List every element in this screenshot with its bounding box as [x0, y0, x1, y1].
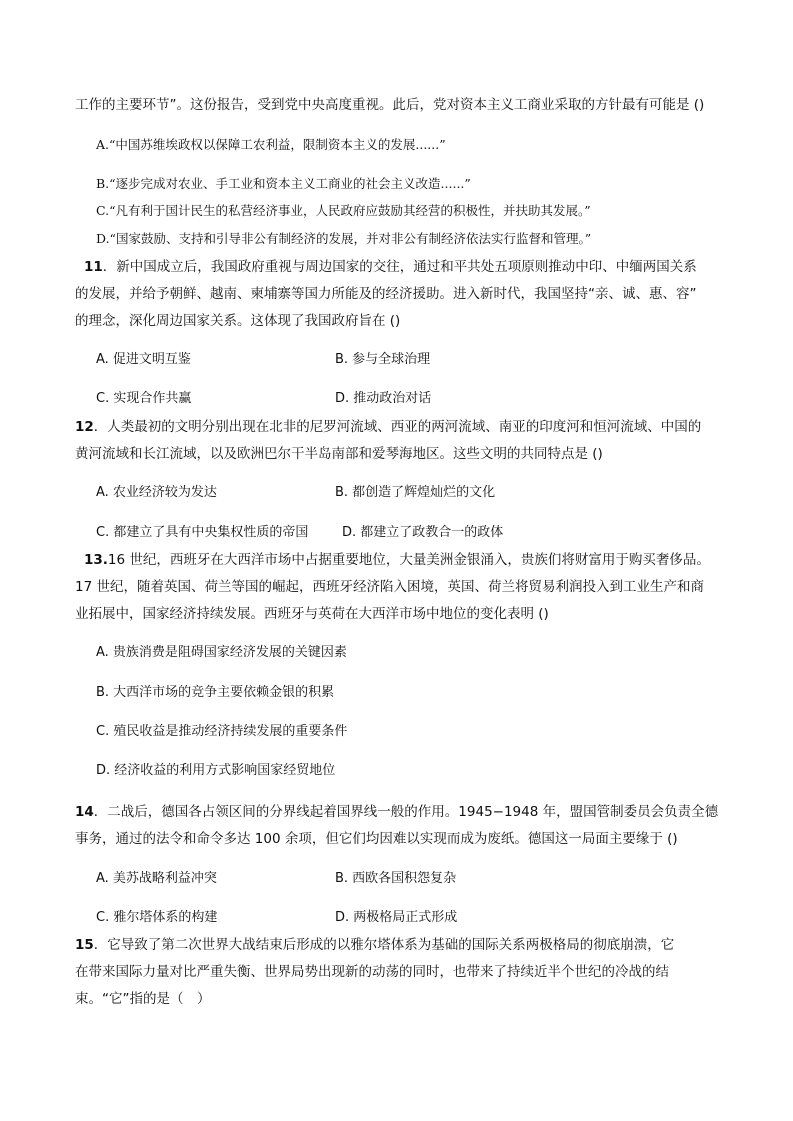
q10-option-d[interactable]: D.“国家鼓励、支持和引导非公有制经济的发展，并对非公有制经济依法实行监督和管理。” — [96, 231, 592, 246]
q12-option-d[interactable]: D. 都建立了政教合一的政体 — [342, 525, 504, 540]
q10-option-b[interactable]: B.“逐步完成对农业、手工业和资本主义工商业的社会主义改造......” — [96, 176, 471, 191]
q13-text-1: 16 世纪，西班牙在大西洋市场中占据重要地位，大量美洲金银涌入，贵族们将财富用于购买奢侈品。 — [107, 552, 710, 568]
q12-option-c[interactable]: C. 都建立了具有中央集权性质的帝国 — [96, 525, 309, 540]
q13-option-d[interactable]: D. 经济收益的利用方式影响国家经贸地位 — [96, 763, 336, 778]
q11-option-a[interactable]: A. 促进文明互鉴 — [96, 352, 191, 367]
q11-option-c[interactable]: C. 实现合作共赢 — [96, 391, 192, 406]
q14-number: 14 — [75, 804, 94, 820]
q12-stem-line-1 — [75, 417, 701, 437]
q15-number: 15 — [75, 937, 94, 953]
q14-option-c[interactable]: C. 雅尔塔体系的构建 — [96, 910, 218, 925]
q14-option-b[interactable]: B. 西欧各国积怨复杂 — [335, 871, 457, 886]
q15-stem-line-2: 在带来国际力量对比严重失衡、世界局势出现新的动荡的同时，也带来了持续近半个世纪的冷战的结 — [75, 964, 669, 980]
q10-option-a[interactable]: A.“中国苏维埃政权以保障工农利益，限制资本主义的发展......” — [96, 137, 446, 152]
q12-stem-line-2: 黄河流域和长江流域，以及欧洲巴尔干半岛南部和爱琴海地区。这些文明的共同特点是 () — [75, 446, 603, 462]
q11-stem-line-3: 的理念，深化周边国家关系。这体现了我国政府旨在 () — [75, 313, 401, 329]
q13-stem-line-2: 17 世纪，随着英国、荷兰等国的崛起，西班牙经济陷入困境，英国、荷兰将贸易利润投入到工业生产和商 — [75, 579, 704, 595]
q15-stem-line-1 — [75, 935, 674, 955]
q14-stem-line-2: 事务，通过的法令和命令多达 100 余项，但它们均因难以实现而成为废纸。德国这一局面主要缘于 () — [75, 831, 678, 847]
q13-stem-line-3: 业拓展中，国家经济持续发展。西班牙与英荷在大西洋市场中地位的变化表明 () — [75, 606, 549, 622]
q11-option-b[interactable]: B. 参与全球治理 — [335, 352, 431, 367]
q11-text-1: ．新中国成立后，我国政府重视与周边国家的交往，通过和平共处五项原则推动中印、中缅两国关系 — [102, 259, 697, 275]
q13-option-b[interactable]: B. 大西洋市场的竞争主要依赖金银的积累 — [96, 685, 335, 700]
q10-option-c[interactable]: C.“凡有利于国计民生的私营经济事业，人民政府应鼓励其经营的积极性，并扶助其发展。” — [96, 203, 591, 218]
q15-stem-line-3: 束。“它”指的是（ ） — [75, 991, 211, 1007]
q14-option-d[interactable]: D. 两极格局正式形成 — [335, 910, 458, 925]
q12-option-b[interactable]: B. 都创造了辉煌灿烂的文化 — [335, 485, 496, 500]
q11-option-d[interactable]: D. 推动政治对话 — [335, 391, 432, 406]
q13-option-a[interactable]: A. 贵族消费是阻碍国家经济发展的关键因素 — [96, 645, 347, 660]
q14-option-a[interactable]: A. 美苏战略利益冲突 — [96, 871, 217, 886]
q11-stem-line-1 — [84, 257, 697, 277]
q11-number: 11 — [84, 259, 103, 275]
q15-text-1: ．它导致了第二次世界大战结束后形成的以雅尔塔体系为基础的国际关系两极格局的彻底崩溃，它 — [93, 937, 675, 953]
q13-number: 13. — [84, 552, 108, 568]
q10-stem-tail: 工作的主要环节”。这份报告，受到党中央高度重视。此后，党对资本主义工商业采取的方针最有可能是 () — [75, 97, 705, 113]
q14-text-1: ．二战后，德国各占领区间的分界线起着国界线一般的作用。1945−1948 年，盟国管制委员会负责全德 — [93, 804, 719, 820]
q12-option-a[interactable]: A. 农业经济较为发达 — [96, 485, 217, 500]
q13-option-c[interactable]: C. 殖民收益是推动经济持续发展的重要条件 — [96, 724, 348, 739]
q12-number: 12 — [75, 419, 94, 435]
q14-stem-line-1 — [75, 802, 718, 822]
q13-stem-line-1 — [84, 550, 710, 570]
q11-stem-line-2: 的发展，并给予朝鲜、越南、柬埔寨等国力所能及的经济援助。进入新时代，我国坚持“亲、诚、惠、容” — [75, 286, 697, 302]
q12-text-1: ．人类最初的文明分别出现在北非的尼罗河流域、西亚的两河流域、南亚的印度河和恒河流域、中国的 — [93, 419, 702, 435]
